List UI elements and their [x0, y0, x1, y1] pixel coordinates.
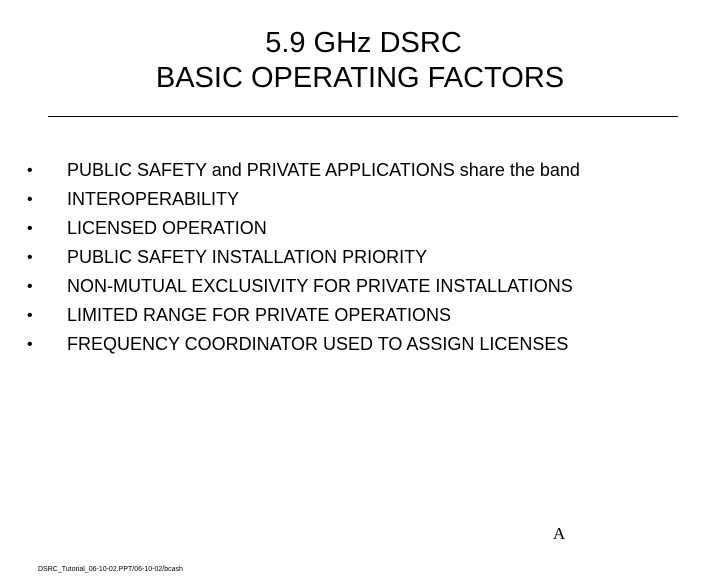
bullet-text: INTEROPERABILITY: [67, 189, 240, 209]
bullet-item: [0, 330, 720, 359]
bullet-item: [0, 272, 720, 301]
bullet-text: LIMITED RANGE FOR PRIVATE OPERATIONS: [67, 305, 452, 325]
bullet-text: NON-MUTUAL EXCLUSIVITY FOR PRIVATE INSTALLATIONS: [67, 276, 573, 296]
footer-filename: DSRC_Tutorial_06-10-02.PPT/06-10-02/bcash: [38, 566, 183, 573]
bullet-dot-icon: •: [27, 249, 33, 266]
slide-marker: A: [553, 524, 566, 543]
bullet-dot-icon: •: [27, 162, 33, 179]
bullet-item: [0, 301, 720, 330]
bullet-dot-icon: •: [27, 307, 33, 324]
bullet-dot-icon: •: [27, 191, 33, 208]
bullet-text: FREQUENCY COORDINATOR USED TO ASSIGN LICENSES: [67, 334, 569, 354]
bullet-dot-icon: •: [27, 278, 33, 295]
bullet-text: PUBLIC SAFETY and PRIVATE APPLICATIONS share the band: [67, 160, 580, 180]
title-line-1: 5.9 GHz DSRC: [265, 27, 462, 59]
bullet-item: [0, 185, 720, 214]
bullet-dot-icon: •: [27, 220, 33, 237]
slide-title: [0, 26, 720, 96]
title-line-2: BASIC OPERATING FACTORS: [155, 62, 565, 94]
bullet-dot-icon: •: [27, 336, 33, 353]
bullet-text: PUBLIC SAFETY INSTALLATION PRIORITY: [67, 247, 428, 267]
bullet-item: [0, 156, 720, 185]
title-divider: [48, 116, 678, 117]
bullet-list: [0, 156, 720, 359]
bullet-item: [0, 214, 720, 243]
bullet-text: LICENSED OPERATION: [67, 218, 267, 238]
bullet-item: [0, 243, 720, 272]
